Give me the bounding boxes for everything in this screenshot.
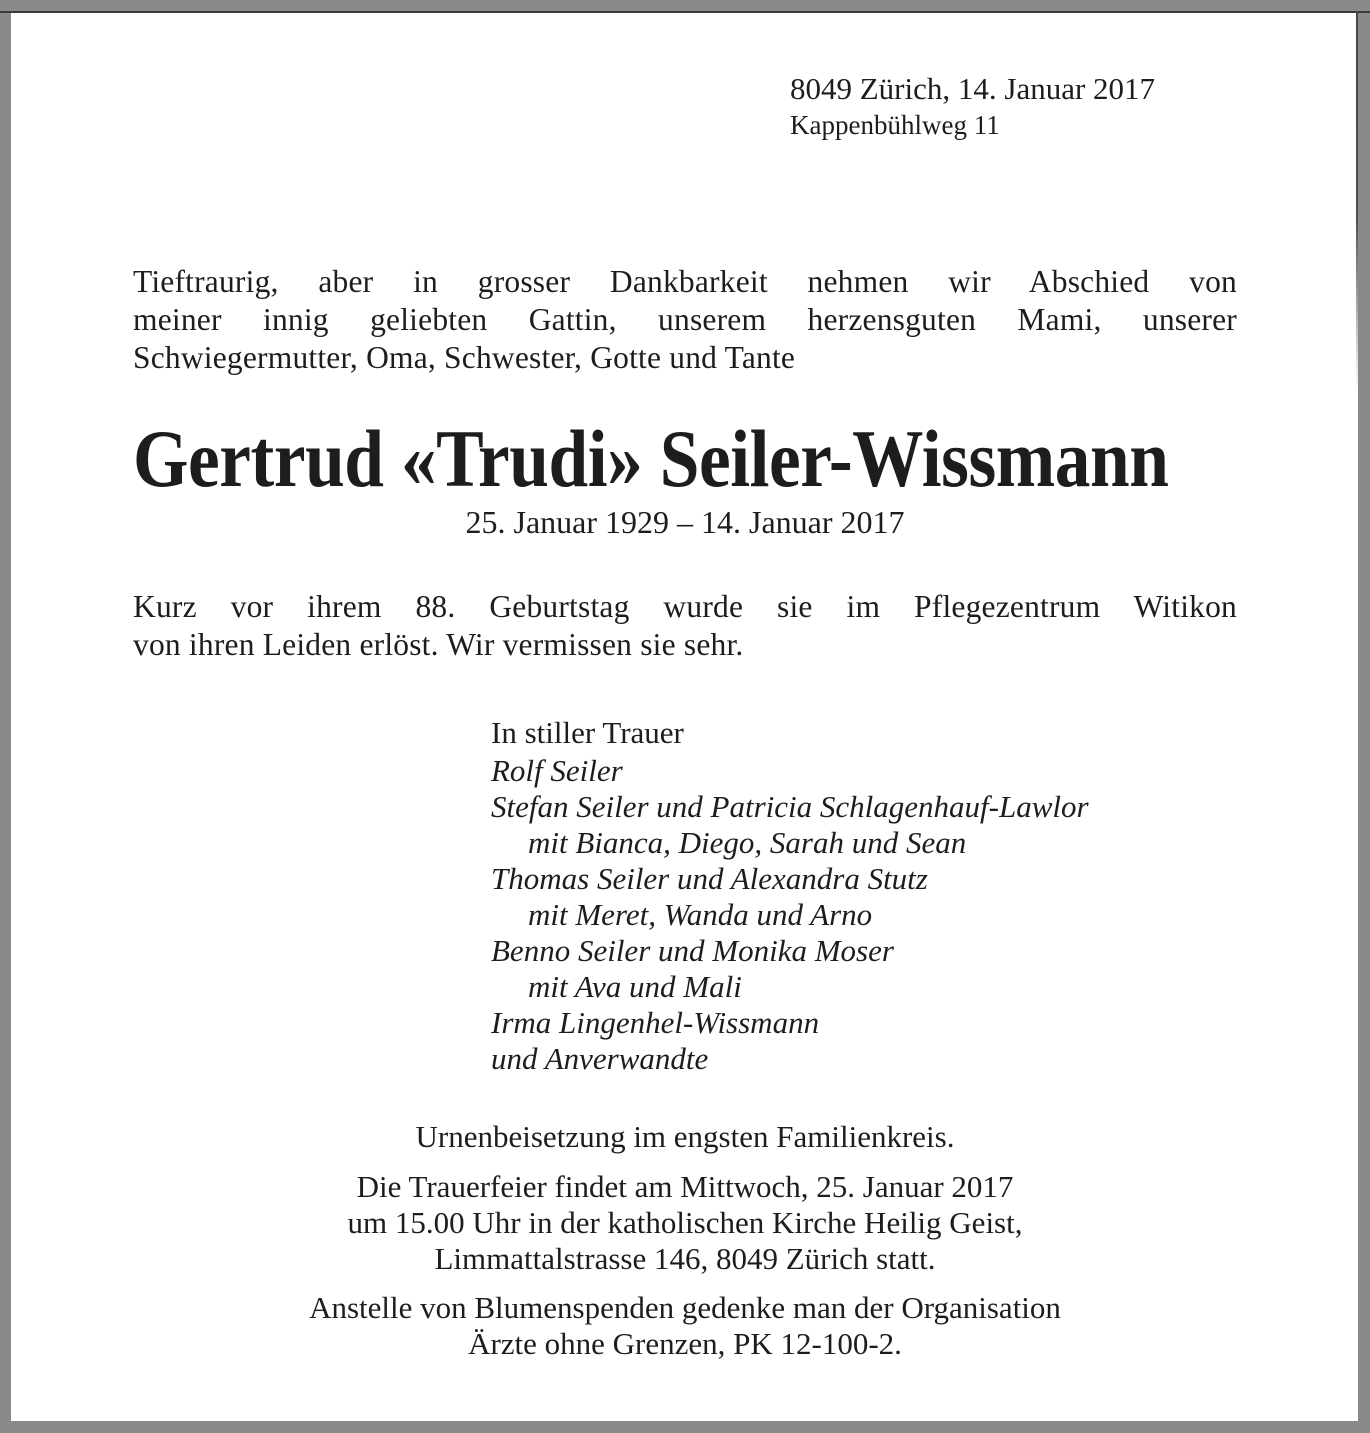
obituary-page xyxy=(11,12,1358,1421)
mourner-line: mit Ava und Mali xyxy=(528,969,742,1004)
intro-line: Schwiegermutter, Oma, Schwester, Gotte und Tante xyxy=(133,340,796,375)
donation-line: Ärzte ohne Grenzen, PK 12-100-2. xyxy=(468,1326,902,1361)
mourning-block xyxy=(491,713,1237,1077)
burial-line: Urnenbeisetzung im engsten Familienkreis. xyxy=(415,1119,955,1154)
mourner-line: mit Bianca, Diego, Sarah und Sean xyxy=(528,825,967,860)
service-paragraph xyxy=(133,1169,1237,1277)
street-address-line: Kappenbühlweg 11 xyxy=(790,110,1000,140)
mourner-line: Rolf Seiler xyxy=(491,753,623,788)
donation-line: Anstelle von Blumenspenden gedenke man der Organisation xyxy=(309,1290,1061,1325)
service-line: Die Trauerfeier findet am Mittwoch, 25. Januar 2017 xyxy=(356,1169,1014,1204)
intro-paragraph xyxy=(133,263,1237,377)
mourner-line: Thomas Seiler und Alexandra Stutz xyxy=(491,861,928,896)
mourner-line: mit Meret, Wanda und Arno xyxy=(528,897,873,932)
intro-line: Tieftraurig, aber in grosser Dankbarkeit nehmen wir Abschied von xyxy=(133,264,1237,299)
top-border-rule xyxy=(0,11,1370,13)
donation-paragraph xyxy=(133,1290,1237,1362)
service-line: um 15.00 Uhr in der katholischen Kirche Heilig Geist, xyxy=(347,1205,1023,1240)
city-date-line: 8049 Zürich, 14. Januar 2017 xyxy=(790,71,1156,106)
mourner-line: Irma Lingenhel-Wissmann xyxy=(491,1005,820,1040)
message-paragraph xyxy=(133,588,1237,664)
intro-line: meiner innig geliebten Gattin, unserem herzensguten Mami, unserer xyxy=(133,302,1237,337)
message-line: von ihren Leiden erlöst. Wir vermissen sie sehr. xyxy=(133,627,744,662)
sender-address-block xyxy=(790,70,1237,142)
deceased-name: Gertrud «Trudi» Seiler-Wissmann xyxy=(133,413,1169,504)
life-dates: 25. Januar 1929 – 14. Januar 2017 xyxy=(465,504,905,540)
mourner-line: und Anverwandte xyxy=(491,1041,709,1076)
mourner-line: Benno Seiler und Monika Moser xyxy=(491,933,894,968)
mourning-heading: In stiller Trauer xyxy=(491,715,684,750)
message-line: Kurz vor ihrem 88. Geburtstag wurde sie im Pflegezentrum Witikon xyxy=(133,589,1237,624)
mourner-line: Stefan Seiler und Patricia Schlagenhauf-Lawlor xyxy=(491,789,1089,824)
service-line: Limmattalstrasse 146, 8049 Zürich statt. xyxy=(434,1241,936,1276)
right-border-rule xyxy=(1356,11,1358,391)
